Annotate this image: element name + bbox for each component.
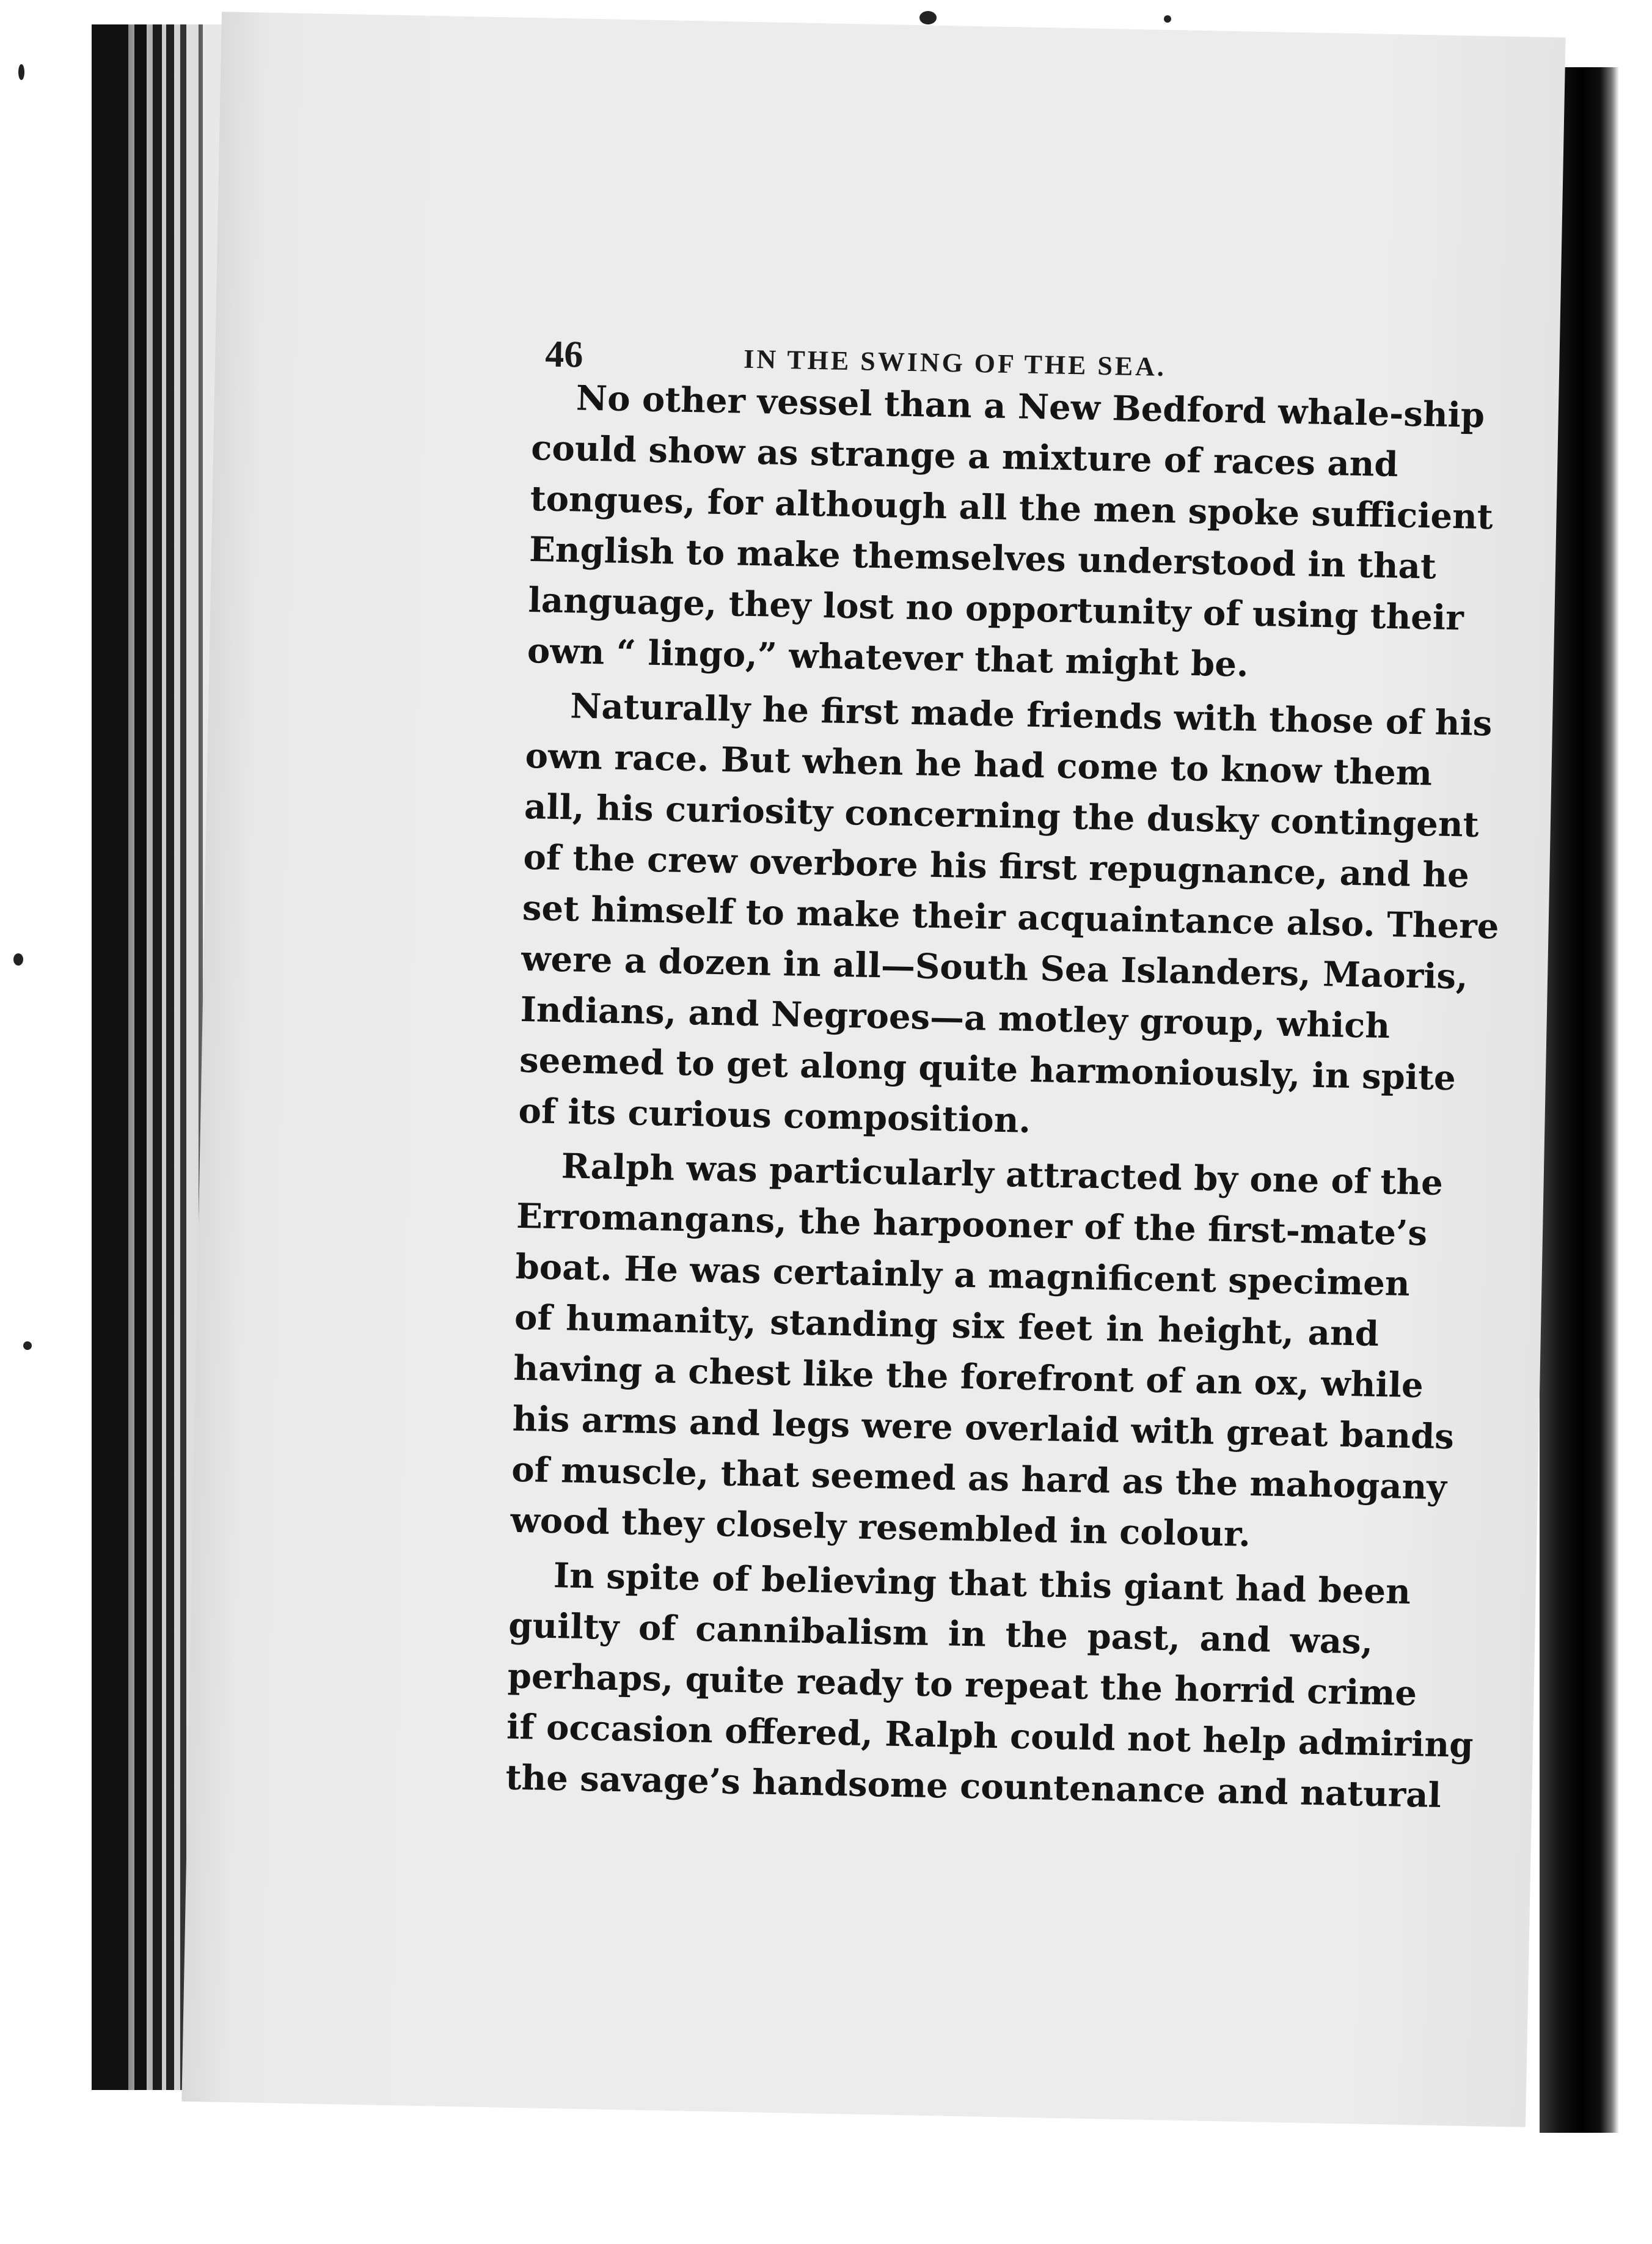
text-line: tongues, for although all the men spoke sufficient [530,479,1494,538]
text-line: of its curious composition. [517,1090,1031,1141]
text-line: seemed to get along quite harmoniously, in spite [519,1040,1456,1099]
page-number: 46 [544,333,584,376]
text-line: if occasion offered, Ralph could not help admiring [506,1706,1474,1766]
text-line: could show as strange a mixture of races and [530,428,1399,485]
text-line: of the crew overbore his first repugnance, and he [522,837,1470,896]
book-page [181,12,1565,2127]
text-line: boat. He was certainly a magnificent specimen [515,1246,1411,1304]
text-line: his arms and legs were overlaid with great bands [512,1398,1455,1458]
text-line: own “ lingo,” whatever that might be. [527,630,1249,685]
text-line: wood they closely resembled in colour. [510,1500,1251,1555]
paragraph [505,1550,1474,1820]
body-text [505,372,1499,1824]
text-line: language, they lost no opportunity of using their [528,580,1464,639]
text-line: all, his curiosity concerning the dusky contingent [524,786,1480,845]
text-line: Ralph was particularly attracted by one of the [561,1146,1444,1203]
text-line: guilty of cannibalism in the past, and was, [508,1605,1373,1662]
text-line: No other vessel than a New Bedford whale-ship [576,378,1485,436]
text-line: In spite of believing that this giant had been [553,1555,1411,1613]
text-line: English to make themselves understood in that [528,529,1437,587]
paragraph [517,680,1499,1153]
text-line: of muscle, that seemed as hard as the mahogany [511,1449,1447,1508]
paragraph [510,1140,1455,1563]
text-line: were a dozen in all—South Sea Islanders, Maoris, [521,938,1469,997]
running-head: IN THE SWING OF THE SEA. [743,343,1167,382]
text-line: the savage’s handsome countenance and natural [505,1757,1442,1816]
text-line: Indians, and Negroes—a motley group, which [520,989,1391,1047]
text-line: perhaps, quite ready to repeat the horrid crime [507,1656,1417,1714]
text-line: Naturally he first made friends with those of his [569,686,1493,744]
text-line: set himself to make their acquaintance also. There [522,887,1499,947]
text-line: having a chest like the forefront of an ox, while [513,1348,1424,1406]
text-line: own race. But when he had come to know them [525,735,1433,794]
text-line: Erromangans, the harpooner of the first-mate’s [516,1195,1428,1254]
text-line: of humanity, standing six feet in height, and [514,1297,1380,1354]
paragraph [527,372,1494,693]
